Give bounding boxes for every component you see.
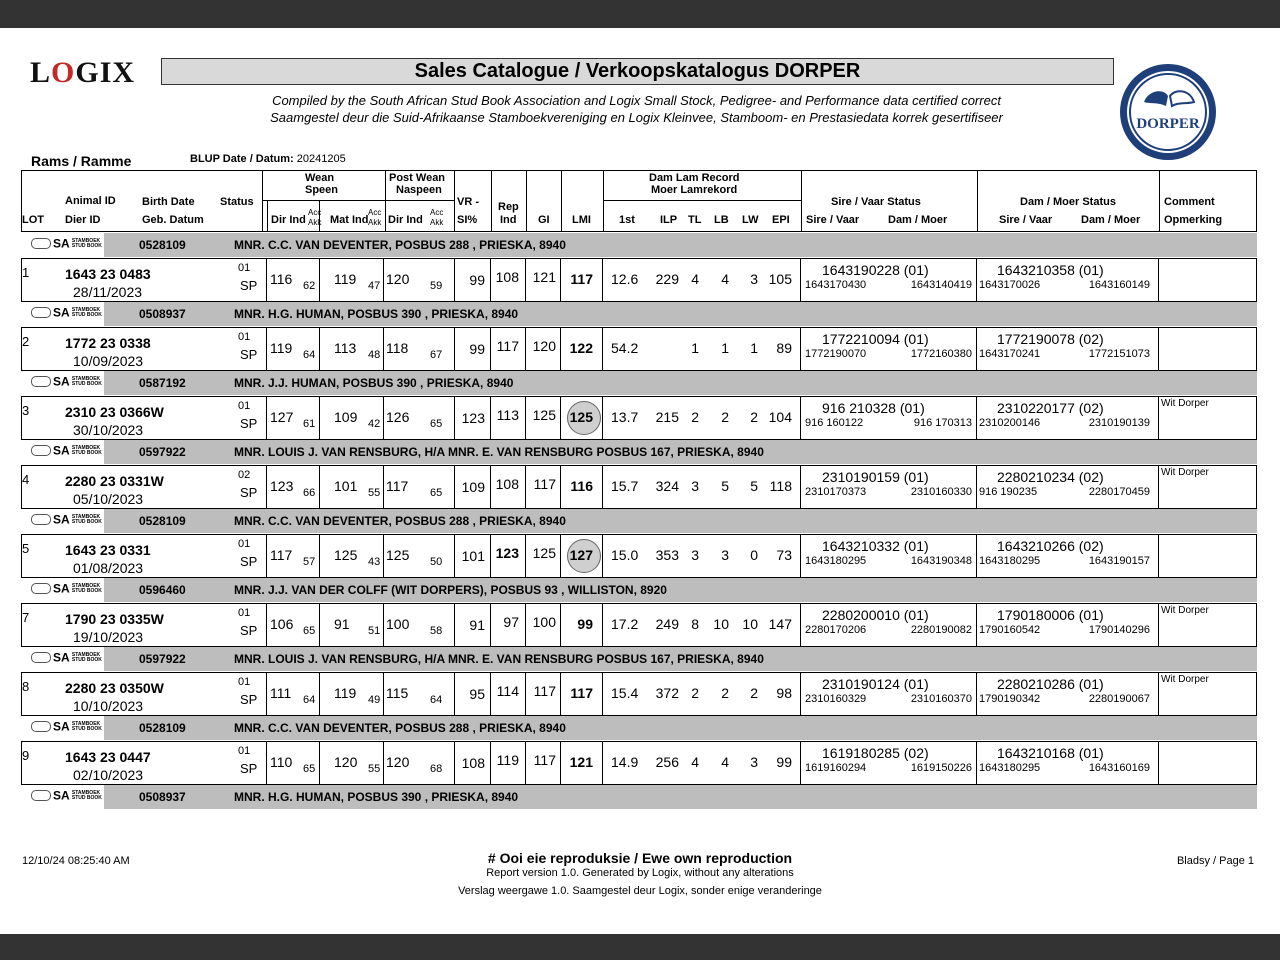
wean-mat-acc: 51 [368,625,381,637]
animal-id: 2280 23 0350W [65,680,164,696]
lam-epi: 105 [768,271,792,287]
page-number: Bladsy / Page 1 [1176,855,1254,867]
lam-epi: 98 [776,685,792,701]
lam-tl: 2 [691,409,699,425]
status-flag: SP [240,278,258,293]
breeder-code: 0587192 [139,376,186,390]
lam-lb: 2 [721,409,729,425]
lmi: 99 [577,616,593,632]
wean-mat-acc: 55 [368,487,381,499]
sire-status: 2310190124 (01) [822,676,929,692]
post-wean-acc: 59 [430,280,443,292]
lam-epi: 118 [769,478,792,494]
wean-mat-ind: 119 [334,271,357,287]
lam-epi: 89 [776,340,792,356]
lot-number: 7 [22,610,30,625]
lam-first: 54.2 [611,340,639,356]
lmi: 121 [569,754,593,770]
breeder-band [21,371,1257,395]
animal-id: 1643 23 0483 [65,266,151,282]
lam-tl: 4 [691,271,699,287]
wean-mat-acc: 55 [368,763,381,775]
sire-sire-id: 2310160329 [805,693,867,705]
breeder-code: 0528109 [139,514,186,528]
lam-epi: 147 [768,616,792,632]
dam-dam-id: 2310190139 [1088,417,1150,429]
rep-ind: 119 [496,752,519,768]
wean-mat-acc: 48 [368,349,381,361]
wean-dir-acc: 64 [303,694,316,706]
lot-number: 8 [22,679,30,694]
breeder-code: 0597922 [139,445,186,459]
viewer-bottom-bar [0,934,1280,960]
birth-date: 01/08/2023 [73,560,144,576]
post-wean-dir-ind: 120 [386,754,410,770]
post-wean-acc: 50 [430,556,443,568]
lam-tl: 4 [691,754,699,770]
lam-lw: 1 [750,340,758,356]
table-row [21,672,1257,716]
wean-dir-ind: 106 [270,616,294,632]
dam-status: 1643210168 (01) [997,745,1104,761]
footer-title: # Ooi eie reproduksie / Ewe own reproduction [487,850,793,866]
lam-lw: 2 [750,409,758,425]
wean-dir-acc: 65 [303,763,316,775]
status-code: 02 [238,469,251,481]
status-flag: SP [240,347,258,362]
rep-ind: 123 [495,545,519,561]
animal-id: 2310 23 0366W [65,404,164,420]
lam-first: 15.0 [611,547,639,563]
lam-lb: 10 [713,616,729,632]
sire-sire-id: 2280170206 [805,624,867,636]
lam-ilp: 256 [655,754,679,770]
table-row [21,603,1257,647]
post-wean-acc: 58 [430,625,443,637]
lam-first: 13.7 [611,409,639,425]
lam-tl: 3 [691,547,699,563]
wean-mat-acc: 42 [368,418,381,430]
lam-ilp: 353 [655,547,679,563]
lot-number: 1 [22,265,30,280]
status-code: 01 [238,676,251,688]
breeder-name: MNR. LOUIS J. VAN RENSBURG, H/A MNR. E. VAN RENSBURG POSBUS 167, PRIESKA, 8940 [234,445,764,459]
post-wean-dir-ind: 117 [386,478,409,494]
rep-ind: 97 [503,614,519,630]
gi: 117 [533,476,556,492]
dam-sire-id: 1790190342 [979,693,1041,705]
lam-lb: 2 [721,685,729,701]
wean-dir-acc: 65 [303,625,316,637]
animal-id: 1643 23 0331 [65,542,151,558]
breeder-name: MNR. C.C. VAN DEVENTER, POSBUS 288 , PRIESKA, 8940 [234,721,566,735]
dam-dam-id: 1643190157 [1088,555,1150,567]
vr-si: 109 [461,479,485,495]
wean-dir-acc: 61 [303,418,316,430]
sire-sire-id: 1643180295 [805,555,867,567]
dam-dam-id: 2280170459 [1088,486,1150,498]
wean-mat-acc: 47 [368,280,381,292]
lmi: 117 [570,685,593,701]
stud-book-logo: SA STAMBOEK STUD BOOK [31,307,102,318]
status-flag: SP [240,761,258,776]
lot-number: 3 [22,403,30,418]
rep-ind: 114 [496,683,519,699]
dam-status: 1790180006 (01) [997,607,1104,623]
rep-ind: 108 [495,476,519,492]
post-wean-dir-ind: 125 [386,547,410,563]
birth-date: 02/10/2023 [73,767,144,783]
lam-ilp: 215 [655,409,679,425]
vr-si: 99 [469,272,485,288]
breeder-band [21,716,1257,740]
lmi: 116 [570,478,593,494]
wean-mat-ind: 91 [334,616,350,632]
lam-first: 12.6 [611,271,639,287]
post-wean-dir-ind: 115 [386,685,409,701]
gi: 120 [532,338,556,354]
sire-dam-id: 1619150226 [910,762,972,774]
wean-mat-acc: 49 [368,694,381,706]
sire-dam-id: 1643190348 [910,555,972,567]
lam-lb: 1 [721,340,729,356]
birth-date: 19/10/2023 [73,629,144,645]
wean-mat-ind: 109 [334,409,358,425]
table-row [21,741,1257,785]
footer-line-1: Report version 1.0. Generated by Logix, without any alterations [486,867,794,879]
dam-status: 1643210266 (02) [997,538,1104,554]
breeder-code: 0508937 [139,307,186,321]
sire-sire-id: 1643170430 [805,279,867,291]
table-header: Animal ID Dier ID LOT Birth Date Geb. Datum Status Wean Speen Dir Ind Acc Akk Mat Ind Acc Akk Post Wean Naspeen Dir Ind Acc Akk VR - SI% Rep Ind GI LMI Dam Lam Record Moer Lamrekord 1st ILP TL LB LW EPI Sire / Vaar Status Sire / Vaar Dam / Moer Dam / Moer Status Sire / Vaar Dam / Moer Comment Opmerking [21,170,1257,232]
lmi: 125 [569,409,593,425]
animal-id: 2280 23 0331W [65,473,164,489]
dam-dam-id: 1643160149 [1088,279,1150,291]
print-timestamp: 12/10/24 08:25:40 AM [22,855,130,867]
sire-sire-id: 1772190070 [805,348,867,360]
lam-first: 14.9 [611,754,639,770]
status-flag: SP [240,485,258,500]
wean-dir-ind: 117 [270,547,293,563]
lam-lw: 5 [750,478,758,494]
wean-dir-ind: 110 [270,754,293,770]
dam-status: 2280210286 (01) [997,676,1104,692]
comment: Wit Dorper [1161,467,1209,478]
animal-id: 1790 23 0335W [65,611,164,627]
sire-dam-id: 2280190082 [910,624,972,636]
comment: Wit Dorper [1161,605,1209,616]
lam-tl: 2 [691,685,699,701]
stud-book-logo: SA STAMBOEK STUD BOOK [31,445,102,456]
section-title: Rams / Ramme [31,153,132,169]
lot-number: 4 [22,472,30,487]
sire-dam-id: 1643140419 [910,279,972,291]
breeder-code: 0596460 [139,583,186,597]
comment: Wit Dorper [1161,674,1209,685]
lam-epi: 104 [768,409,792,425]
post-wean-dir-ind: 120 [386,271,410,287]
rep-ind: 117 [496,338,519,354]
dam-sire-id: 1643170026 [979,279,1041,291]
birth-date: 10/09/2023 [73,353,144,369]
birth-date: 05/10/2023 [73,491,144,507]
wean-mat-ind: 125 [334,547,358,563]
animal-id: 1772 23 0338 [65,335,151,351]
wean-dir-acc: 57 [303,556,316,568]
status-code: 01 [238,538,251,550]
wean-dir-ind: 111 [270,685,292,701]
breeder-name: MNR. H.G. HUMAN, POSBUS 390 , PRIESKA, 8940 [234,790,519,804]
breeder-name: MNR. C.C. VAN DEVENTER, POSBUS 288 , PRIESKA, 8940 [234,238,566,252]
vr-si: 91 [469,617,485,633]
lam-epi: 99 [776,754,792,770]
dorper-seal-logo [1118,62,1218,162]
table-row [21,534,1257,578]
wean-mat-acc: 43 [368,556,381,568]
blup-date: BLUP Date / Datum: 20241205 [190,153,346,165]
status-code: 01 [238,400,251,412]
wean-dir-ind: 123 [270,478,294,494]
lmi: 117 [570,271,593,287]
wean-mat-ind: 119 [334,685,357,701]
wean-dir-acc: 64 [303,349,316,361]
sire-sire-id: 916 160122 [805,417,864,429]
sire-dam-id: 1772160380 [910,348,972,360]
breeder-name: MNR. LOUIS J. VAN RENSBURG, H/A MNR. E. VAN RENSBURG POSBUS 167, PRIESKA, 8940 [234,652,764,666]
stud-book-logo: SA STAMBOEK STUD BOOK [31,514,102,525]
status-code: 01 [238,607,251,619]
lam-first: 15.7 [611,478,639,494]
rep-ind: 113 [496,407,519,423]
breeder-code: 0528109 [139,721,186,735]
dam-status: 1643210358 (01) [997,262,1104,278]
lam-lw: 0 [750,547,758,563]
lam-lw: 2 [750,685,758,701]
birth-date: 30/10/2023 [73,422,144,438]
breeder-band [21,785,1257,809]
status-code: 01 [238,745,251,757]
lam-lb: 4 [721,754,729,770]
lam-ilp: 229 [655,271,679,287]
lam-tl: 1 [691,340,699,356]
wean-dir-ind: 119 [270,340,293,356]
lam-tl: 3 [691,478,699,494]
wean-dir-ind: 127 [270,409,294,425]
breeder-band [21,647,1257,671]
breeder-band [21,578,1257,602]
status-flag: SP [240,554,258,569]
stud-book-logo: SA STAMBOEK STUD BOOK [31,583,102,594]
post-wean-dir-ind: 126 [386,409,410,425]
sire-dam-id: 2310160370 [910,693,972,705]
breeder-code: 0528109 [139,238,186,252]
vr-si: 101 [461,548,485,564]
breeder-band [21,509,1257,533]
lam-lw: 3 [750,754,758,770]
vr-si: 99 [469,341,485,357]
stud-book-logo: SA STAMBOEK STUD BOOK [31,721,102,732]
dam-dam-id: 1790140296 [1088,624,1150,636]
dam-sire-id: 2310200146 [979,417,1041,429]
post-wean-acc: 68 [430,763,443,775]
catalogue-title: Sales Catalogue / Verkoopskatalogus DORPER [161,58,1114,85]
lam-first: 15.4 [611,685,639,701]
post-wean-acc: 67 [430,349,443,361]
comment: Wit Dorper [1161,398,1209,409]
gi: 117 [533,683,556,699]
wean-dir-ind: 116 [270,271,293,287]
sire-dam-id: 916 170313 [913,417,972,429]
status-flag: SP [240,623,258,638]
stud-book-logo: SA STAMBOEK STUD BOOK [31,652,102,663]
sire-status: 1619180285 (02) [822,745,929,761]
gi: 121 [532,269,556,285]
post-wean-acc: 65 [430,418,443,430]
lmi: 122 [569,340,593,356]
lam-epi: 73 [776,547,792,563]
breeder-code: 0508937 [139,790,186,804]
vr-si: 95 [469,686,485,702]
sire-sire-id: 2310170373 [805,486,867,498]
dam-dam-id: 1772151073 [1088,348,1150,360]
dam-dam-id: 2280190067 [1088,693,1150,705]
certification-text: Compiled by the South African Stud Book Association and Logix Small Stock, Pedigree- and Performance data certified correct Saamgestel deur die Suid-Afrikaanse Stamboekvereniging en Logix Kleinvee, Stamboom- en Prestasiedata korrek gesertifiseer [270,93,1003,125]
gi: 125 [532,407,556,423]
gi: 125 [532,545,556,561]
lam-lw: 3 [750,271,758,287]
dam-sire-id: 1643180295 [979,762,1041,774]
dam-sire-id: 916 190235 [979,486,1038,498]
breeder-name: MNR. H.G. HUMAN, POSBUS 390 , PRIESKA, 8940 [234,307,519,321]
lam-ilp: 249 [655,616,679,632]
breeder-band [21,440,1257,464]
lam-ilp: 372 [655,685,679,701]
breeder-code: 0597922 [139,652,186,666]
wean-dir-acc: 62 [303,280,316,292]
dam-status: 2280210234 (02) [997,469,1104,485]
post-wean-acc: 64 [430,694,443,706]
dam-dam-id: 1643160169 [1088,762,1150,774]
lam-lw: 10 [742,616,758,632]
post-wean-dir-ind: 118 [386,340,409,356]
breeder-name: MNR. J.J. VAN DER COLFF (WIT DORPERS), POSBUS 93 , WILLISTON, 8920 [234,583,667,597]
lot-number: 2 [22,334,30,349]
wean-mat-ind: 113 [334,340,357,356]
lam-lb: 3 [721,547,729,563]
breeder-name: MNR. J.J. HUMAN, POSBUS 390 , PRIESKA, 8940 [234,376,514,390]
table-row [21,396,1257,440]
wean-dir-acc: 66 [303,487,316,499]
lam-lb: 4 [721,271,729,287]
stud-book-logo: SA STAMBOEK STUD BOOK [31,376,102,387]
dam-sire-id: 1643170241 [979,348,1041,360]
post-wean-acc: 65 [430,487,443,499]
lot-number: 9 [22,748,30,763]
lam-ilp: 324 [655,478,679,494]
breeder-band [21,302,1257,326]
vr-si: 123 [461,410,485,426]
status-code: 01 [238,331,251,343]
animal-id: 1643 23 0447 [65,749,151,765]
stud-book-logo: SA STAMBOEK STUD BOOK [31,790,102,801]
sire-status: 916 210328 (01) [822,400,925,416]
lam-first: 17.2 [611,616,639,632]
lot-number: 5 [22,541,30,556]
footer-line-2: Verslag weergawe 1.0. Saamgestel deur Logix, sonder enige veranderinge [458,885,822,897]
viewer-top-bar [0,0,1280,28]
dam-sire-id: 1790160542 [979,624,1041,636]
sire-status: 2310190159 (01) [822,469,929,485]
lmi: 127 [569,547,593,563]
wean-mat-ind: 101 [334,478,358,494]
birth-date: 10/10/2023 [73,698,144,714]
sire-dam-id: 2310160330 [910,486,972,498]
breeder-name: MNR. C.C. VAN DEVENTER, POSBUS 288 , PRIESKA, 8940 [234,514,566,528]
lam-lb: 5 [721,478,729,494]
dam-status: 2310220177 (02) [997,400,1104,416]
wean-mat-ind: 120 [334,754,358,770]
gi: 100 [532,614,556,630]
birth-date: 28/11/2023 [73,284,143,300]
table-row [21,465,1257,509]
post-wean-dir-ind: 100 [386,616,410,632]
sire-status: 1643190228 (01) [822,262,929,278]
status-flag: SP [240,416,258,431]
seal-text: DORPER [1136,116,1200,132]
sire-status: 2280200010 (01) [822,607,929,623]
dam-sire-id: 1643180295 [979,555,1041,567]
stud-book-logo: SA STAMBOEK STUD BOOK [31,238,102,249]
rep-ind: 108 [495,269,519,285]
sire-sire-id: 1619160294 [805,762,867,774]
dam-status: 1772190078 (02) [997,331,1104,347]
status-flag: SP [240,692,258,707]
lam-tl: 8 [691,616,699,632]
sire-status: 1772210094 (01) [822,331,929,347]
vr-si: 108 [461,755,485,771]
table-row [21,327,1257,371]
logix-logo: LOGIX [30,56,136,89]
sire-status: 1643210332 (01) [822,538,929,554]
breeder-band [21,233,1257,257]
status-code: 01 [238,262,251,274]
gi: 117 [533,752,556,768]
table-row [21,258,1257,302]
